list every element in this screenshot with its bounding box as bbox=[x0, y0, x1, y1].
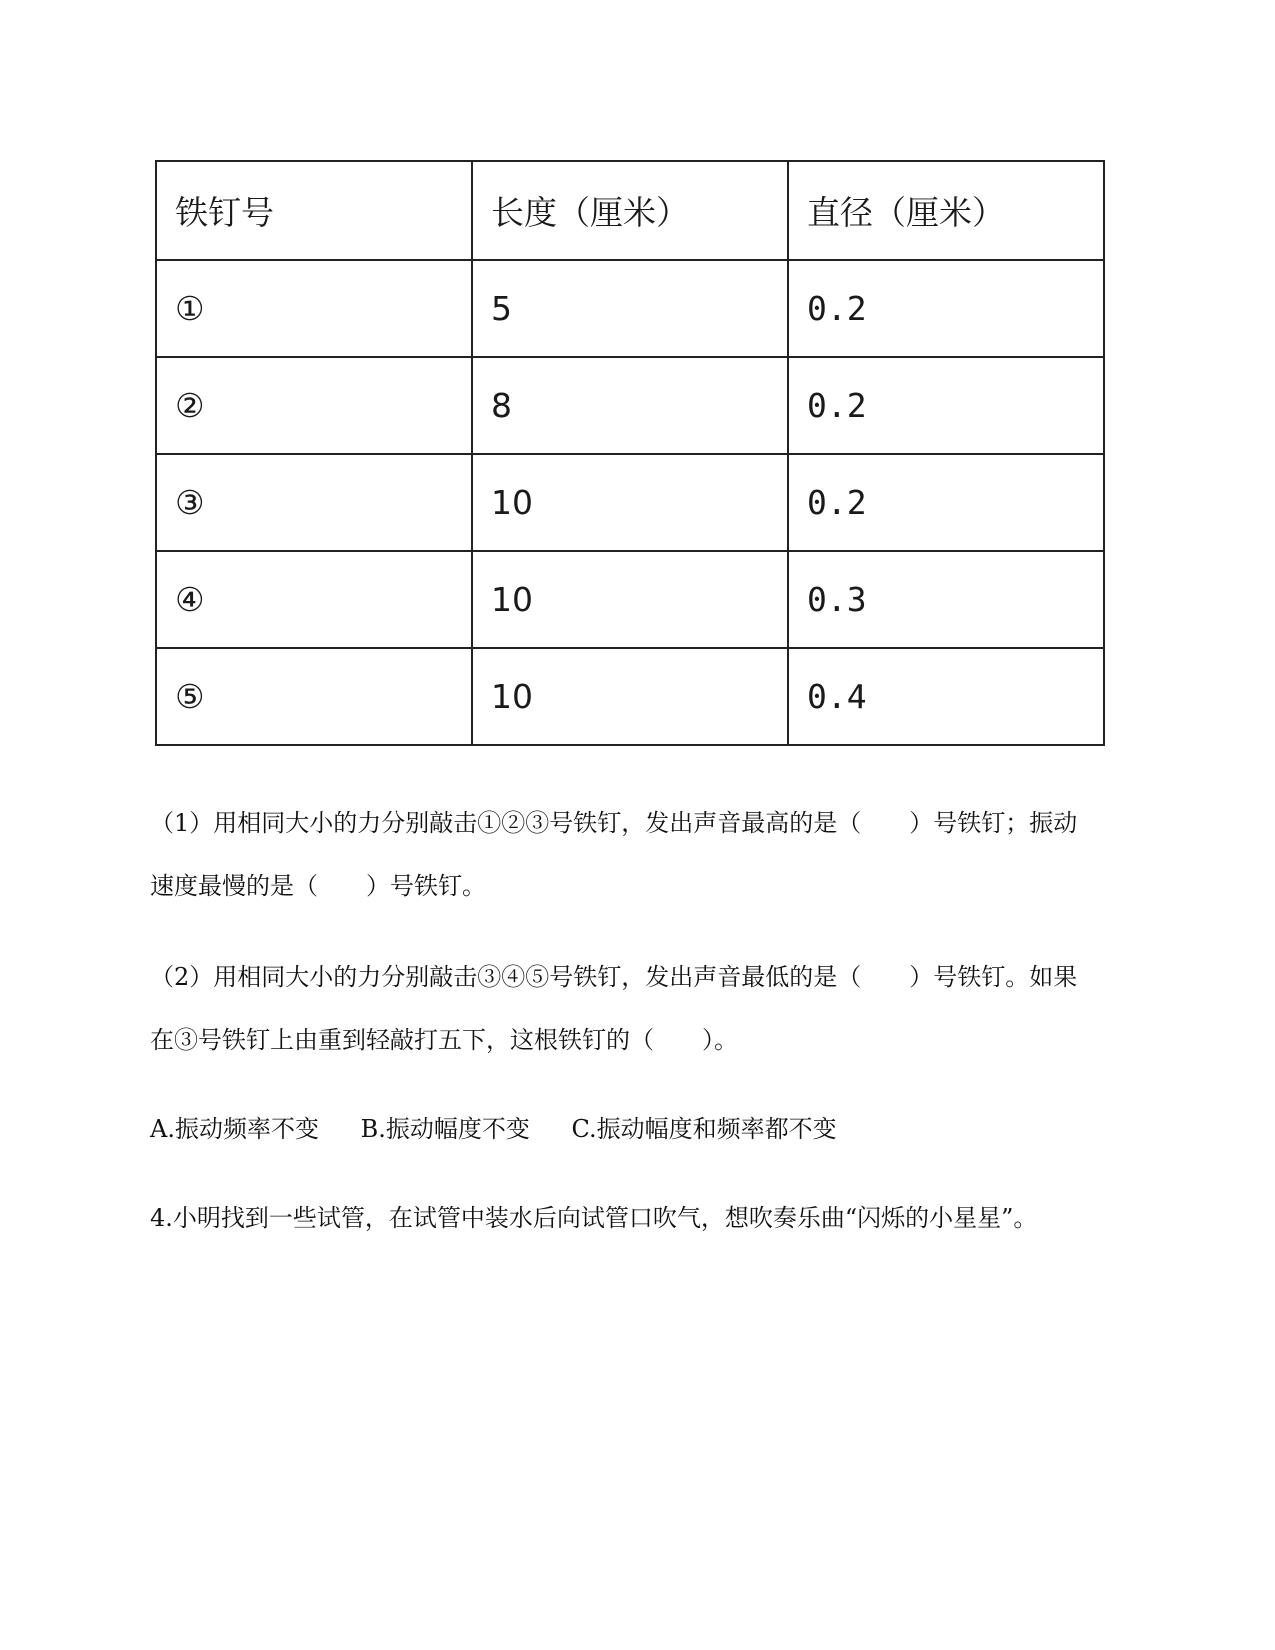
nail-number-cell: ① bbox=[156, 260, 472, 357]
question-2-line-2: 在③号铁钉上由重到轻敲打五下，这根铁钉的（ ）。 bbox=[150, 1026, 738, 1054]
header-length: 长度（厘米） bbox=[472, 161, 788, 260]
diameter-cell: 0.4 bbox=[788, 648, 1104, 745]
option-a: A.振动频率不变 bbox=[150, 1115, 319, 1143]
table-row bbox=[156, 357, 1104, 454]
diameter-cell: 0.2 bbox=[788, 454, 1104, 551]
answer-options bbox=[150, 1114, 871, 1144]
table-row bbox=[156, 648, 1104, 745]
option-c: C.振动幅度和频率都不变 bbox=[571, 1115, 837, 1143]
nail-number-cell: ⑤ bbox=[156, 648, 472, 745]
question-1-line-1: （1）用相同大小的力分别敲击①②③号铁钉，发出声音最高的是（ ）号铁钉；振动 bbox=[150, 809, 1078, 837]
nail-table bbox=[155, 160, 1105, 746]
nail-number-cell: ③ bbox=[156, 454, 472, 551]
table-row bbox=[156, 551, 1104, 648]
length-cell: 5 bbox=[472, 260, 788, 357]
question-4: 4.小明找到一些试管，在试管中装水后向试管口吹气，想吹奏乐曲“闪烁的小星星”。 bbox=[150, 1204, 1038, 1232]
table-row bbox=[156, 454, 1104, 551]
table-header-row bbox=[156, 161, 1104, 260]
question-1-line-2: 速度最慢的是（ ）号铁钉。 bbox=[150, 872, 486, 900]
question-2-line-1: （2）用相同大小的力分别敲击③④⑤号铁钉，发出声音最低的是（ ）号铁钉。如果 bbox=[150, 963, 1078, 991]
table-row bbox=[156, 260, 1104, 357]
length-cell: 10 bbox=[472, 454, 788, 551]
length-cell: 10 bbox=[472, 551, 788, 648]
diameter-cell: 0.3 bbox=[788, 551, 1104, 648]
length-cell: 10 bbox=[472, 648, 788, 745]
header-nail-number: 铁钉号 bbox=[156, 161, 472, 260]
header-diameter: 直径（厘米） bbox=[788, 161, 1104, 260]
diameter-cell: 0.2 bbox=[788, 357, 1104, 454]
option-b: B.振动幅度不变 bbox=[360, 1115, 530, 1143]
nail-number-cell: ④ bbox=[156, 551, 472, 648]
nail-number-cell: ② bbox=[156, 357, 472, 454]
diameter-cell: 0.2 bbox=[788, 260, 1104, 357]
length-cell: 8 bbox=[472, 357, 788, 454]
